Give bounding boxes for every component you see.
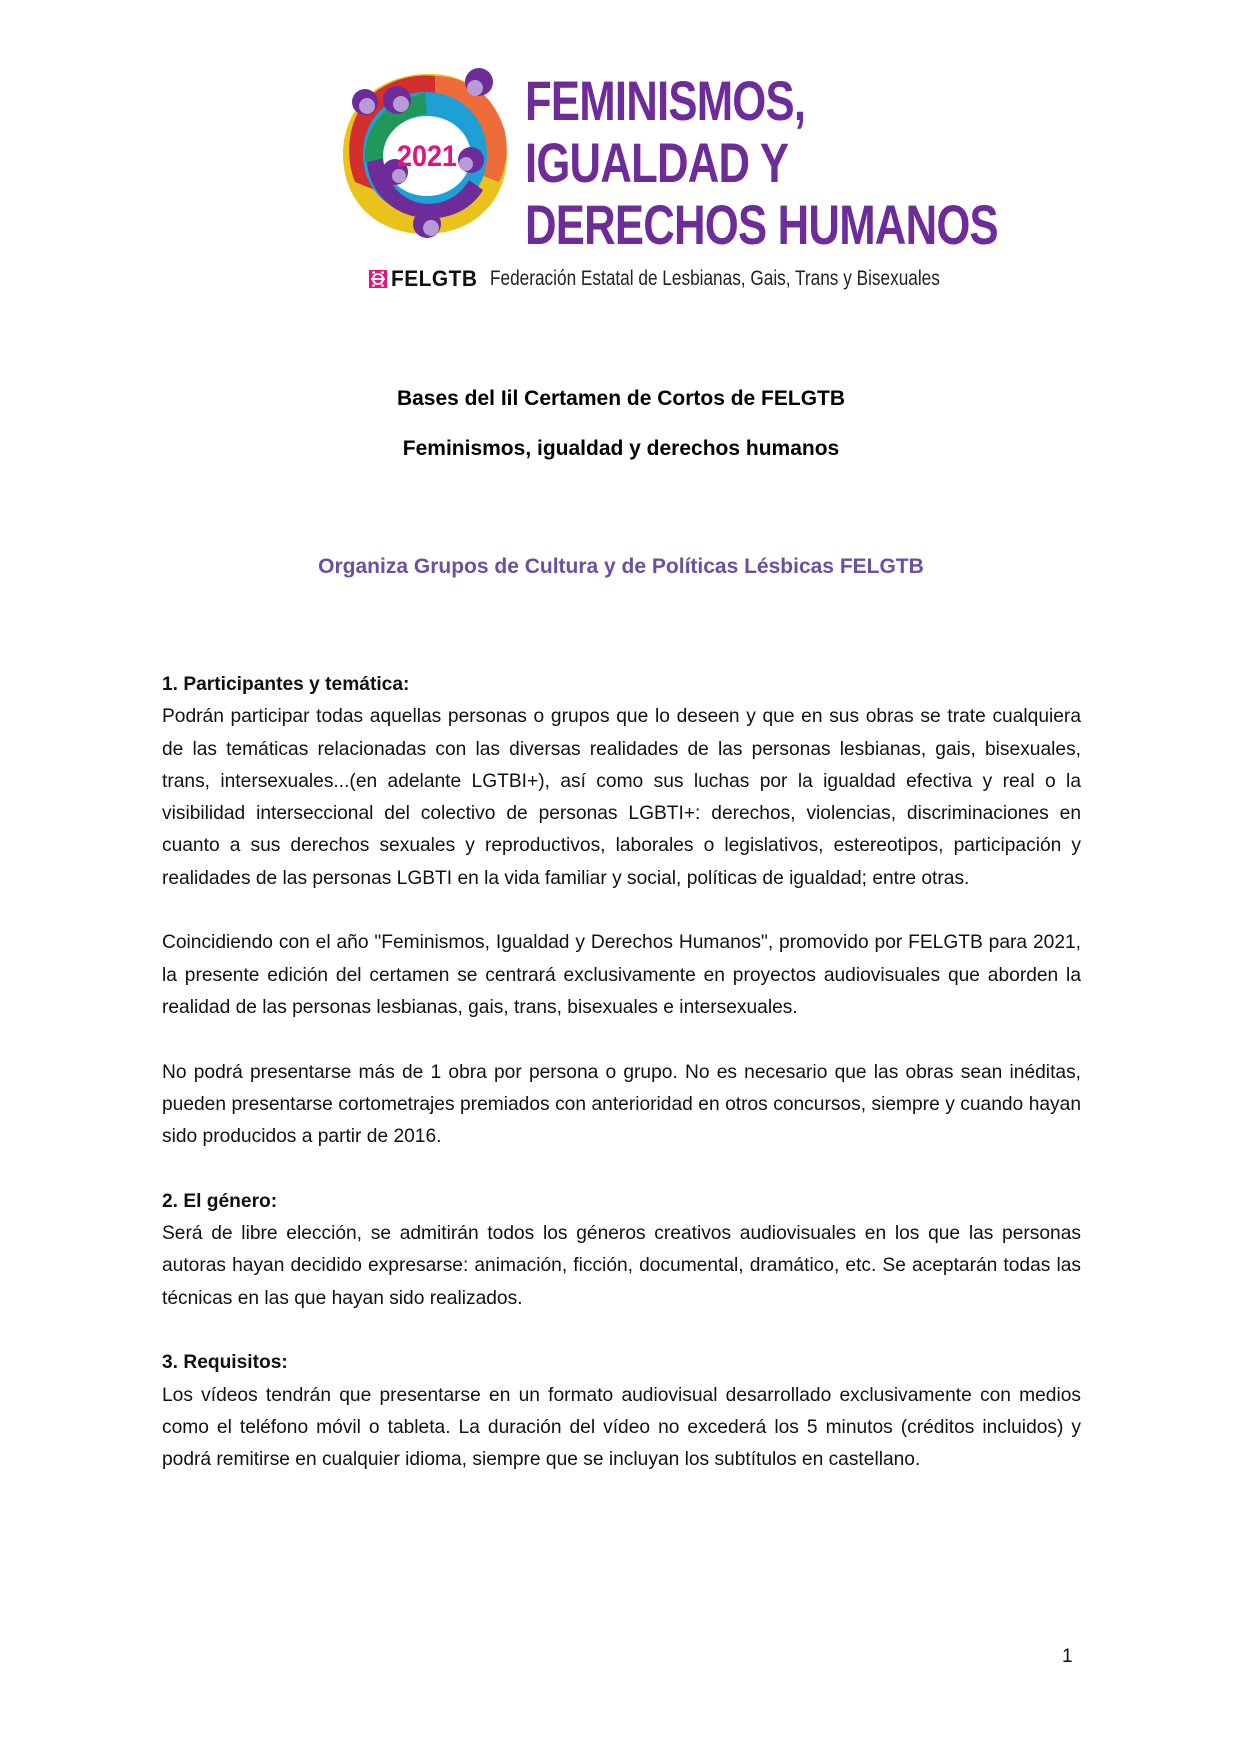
paragraph: Coincidiendo con el año "Feminismos, Igualdad y Derechos Humanos", promovido por FELGTB para 2021, la presente edición del certamen se centrará exclusivamente en proyectos audiovisuales que aborden la realidad de las personas lesbianas, gais, trans, bisexuales e intersexuales. [162, 932, 1081, 1018]
section-heading: 2. El género: [162, 1190, 278, 1212]
paragraph: Será de libre elección, se admitirán todos los géneros creativos audiovisuales en los que las personas autoras hayan decidido expresarse: animación, ficción, documental, dramático, etc. Se aceptarán todas las técnicas en las que hayan sido realizados. [162, 1223, 1081, 1309]
logo-title [525, 70, 998, 256]
org-acronym: FELGTB [391, 266, 478, 291]
org-signature [369, 266, 1039, 292]
organizer-line: Organiza Grupos de Cultura y de Políticas Lésbicas FELGTB [318, 555, 924, 578]
felgtb-logo-icon [369, 270, 387, 288]
document-title: Bases del Iil Certamen de Cortos de FELGTB [396, 387, 846, 410]
section-heading: 3. Requisitos: [162, 1352, 288, 1374]
paragraph: No podrá presentarse más de 1 obra por persona o grupo. No es necesario que las obras sean inéditas, pueden presentarse cortometrajes premiados con anterioridad en otros concursos, siempre y cuando hayan sido producidos a partir de 2016. [162, 1061, 1081, 1148]
event-logo [335, 62, 998, 302]
people-ring-emblem-icon [335, 62, 515, 242]
section-participants [162, 669, 1081, 1153]
section-genre [162, 1186, 1081, 1315]
section-requirements [162, 1347, 1081, 1476]
page-number: 1 [1062, 1646, 1073, 1667]
document-subtitle: Feminismos, igualdad y derechos humanos [402, 437, 840, 460]
section-heading: 1. Participantes y temática: [162, 674, 410, 695]
org-full-name: Federación Estatal de Lesbianas, Gais, Trans y Bisexuales [490, 267, 940, 290]
logo-title-line-3: DERECHOS HUMANOS [525, 193, 998, 256]
logo-title-line-2: IGUALDAD Y [525, 131, 789, 194]
logo-title-line-1: FEMINISMOS, [525, 69, 806, 132]
paragraph: Los vídeos tendrán que presentarse en un formato audiovisual desarrollado exclusivamente con medios como el teléfono móvil o tableta. La duración del vídeo no excederá los 5 minutos (créditos incluidos) y podrá remitirse en cualquier idioma, siempre que se incluyan los subtítulos en castellano. [162, 1384, 1081, 1471]
paragraph: Podrán participar todas aquellas personas o grupos que lo deseen y que en sus obras se trate cualquiera de las temáticas relacionadas con las diversas realidades de las personas lesbianas, gais, bisexuales, trans, intersexuales...(en adelante LGTBI+), así como sus luchas por la igualdad efectiva y real o la visibilidad interseccional del colectivo de personas LGBTI+: derechos, violencias, discriminaciones en cuanto a sus derechos sexuales y reproductivos, laborales o legislativos, estereotipos, participación y realidades de las personas LGBTI en la vida familiar y social, políticas de igualdad; entre otras. [162, 706, 1081, 889]
document-body [162, 669, 1081, 1476]
logo-year: 2021 [397, 140, 457, 173]
